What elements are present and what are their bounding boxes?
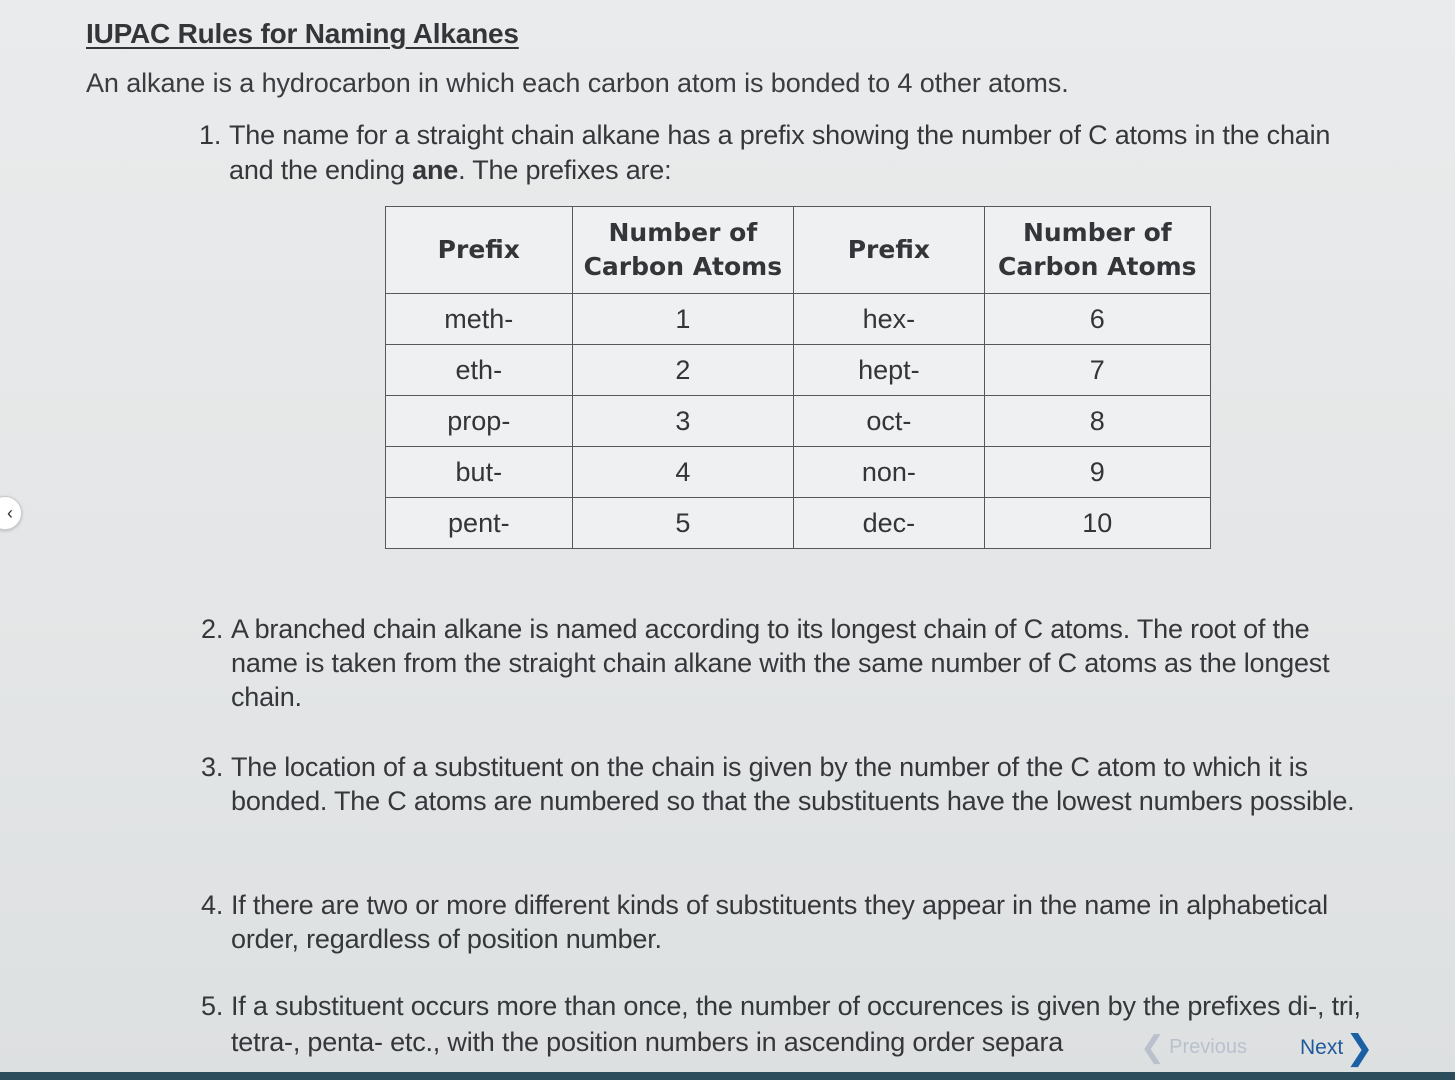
table-header: Prefix: [386, 207, 573, 294]
table-cell: hept-: [794, 345, 985, 396]
table-cell: but-: [386, 447, 573, 498]
table-cell: 4: [572, 447, 793, 498]
previous-label: Previous: [1169, 1036, 1247, 1058]
side-panel-toggle[interactable]: [0, 496, 22, 530]
table-header: Number of Carbon Atoms: [984, 207, 1210, 294]
table-cell: 7: [984, 345, 1210, 396]
next-label: Next: [1300, 1036, 1344, 1059]
table-cell: 10: [984, 498, 1210, 549]
table-row: [386, 294, 1211, 345]
table-row: [386, 447, 1211, 498]
table-header-row: [386, 207, 1211, 294]
table-cell: 8: [984, 396, 1210, 447]
rule-4: [201, 888, 1331, 956]
table-cell: hex-: [794, 294, 985, 345]
previous-button[interactable]: [1140, 1030, 1247, 1065]
table-header: Number of Carbon Atoms: [572, 207, 793, 294]
table-row: [386, 498, 1211, 549]
rule-3: [201, 750, 1361, 818]
table-row: [386, 345, 1211, 396]
bottom-taskbar: [0, 1072, 1455, 1080]
rule-text: The location of a substituent on the chain is given by the number of the C atom to which it is bonded. The C atoms are numbered so that the substituents have the lowest numbers possible.: [231, 752, 1355, 816]
table-cell: 9: [984, 447, 1210, 498]
table-cell: prop-: [386, 396, 573, 447]
table-cell: eth-: [386, 345, 573, 396]
chevron-left-icon: ‹: [7, 502, 13, 523]
rule-number: 4.: [201, 890, 224, 920]
chevron-left-icon: ❮: [1140, 1031, 1166, 1064]
prefix-table: [385, 206, 1211, 549]
next-button[interactable]: [1300, 1028, 1374, 1068]
rule-text: A branched chain alkane is named according to its longest chain of C atoms. The root of the name is taken from the straight chain alkane with the same number of C atoms as the longest chain.: [231, 614, 1330, 712]
rule-text: If there are two or more different kinds of substituents they appear in the name in alphabetical order, regardless of position number.: [231, 890, 1328, 954]
table-cell: dec-: [794, 498, 985, 549]
rule-text: The name for a straight chain alkane has a prefix showing the number of C atoms in the chain and the ending: [229, 120, 1331, 185]
table-header: Prefix: [794, 207, 985, 294]
rule-number: 3.: [201, 752, 224, 782]
table-cell: 2: [572, 345, 793, 396]
table-cell: 5: [572, 498, 793, 549]
rule-2: [201, 612, 1361, 714]
table-cell: 6: [984, 294, 1210, 345]
page-title: IUPAC Rules for Naming Alkanes: [86, 18, 519, 49]
rule-text-end: . The prefixes are:: [458, 155, 672, 185]
table-cell: pent-: [386, 498, 573, 549]
rule-number: 1.: [199, 120, 222, 150]
table-cell: 1: [572, 294, 793, 345]
rule-number: 5.: [201, 991, 224, 1021]
intro-text: An alkane is a hydrocarbon in which each carbon atom is bonded to 4 other atoms.: [86, 68, 1069, 98]
rule-1: [199, 118, 1339, 188]
table-cell: meth-: [386, 294, 573, 345]
table-cell: non-: [794, 447, 985, 498]
rule-number: 2.: [201, 614, 224, 644]
rule-bold-term: ane: [412, 155, 459, 185]
chevron-right-icon: ❯: [1345, 1029, 1374, 1067]
table-row: [386, 396, 1211, 447]
table-cell: oct-: [794, 396, 985, 447]
rule-text: If a substituent occurs more than once, the number of occurences is given by the prefixes di-, tri, tetra-, penta- etc., with the position numbers in ascending order separa: [231, 991, 1361, 1057]
table-cell: 3: [572, 396, 793, 447]
